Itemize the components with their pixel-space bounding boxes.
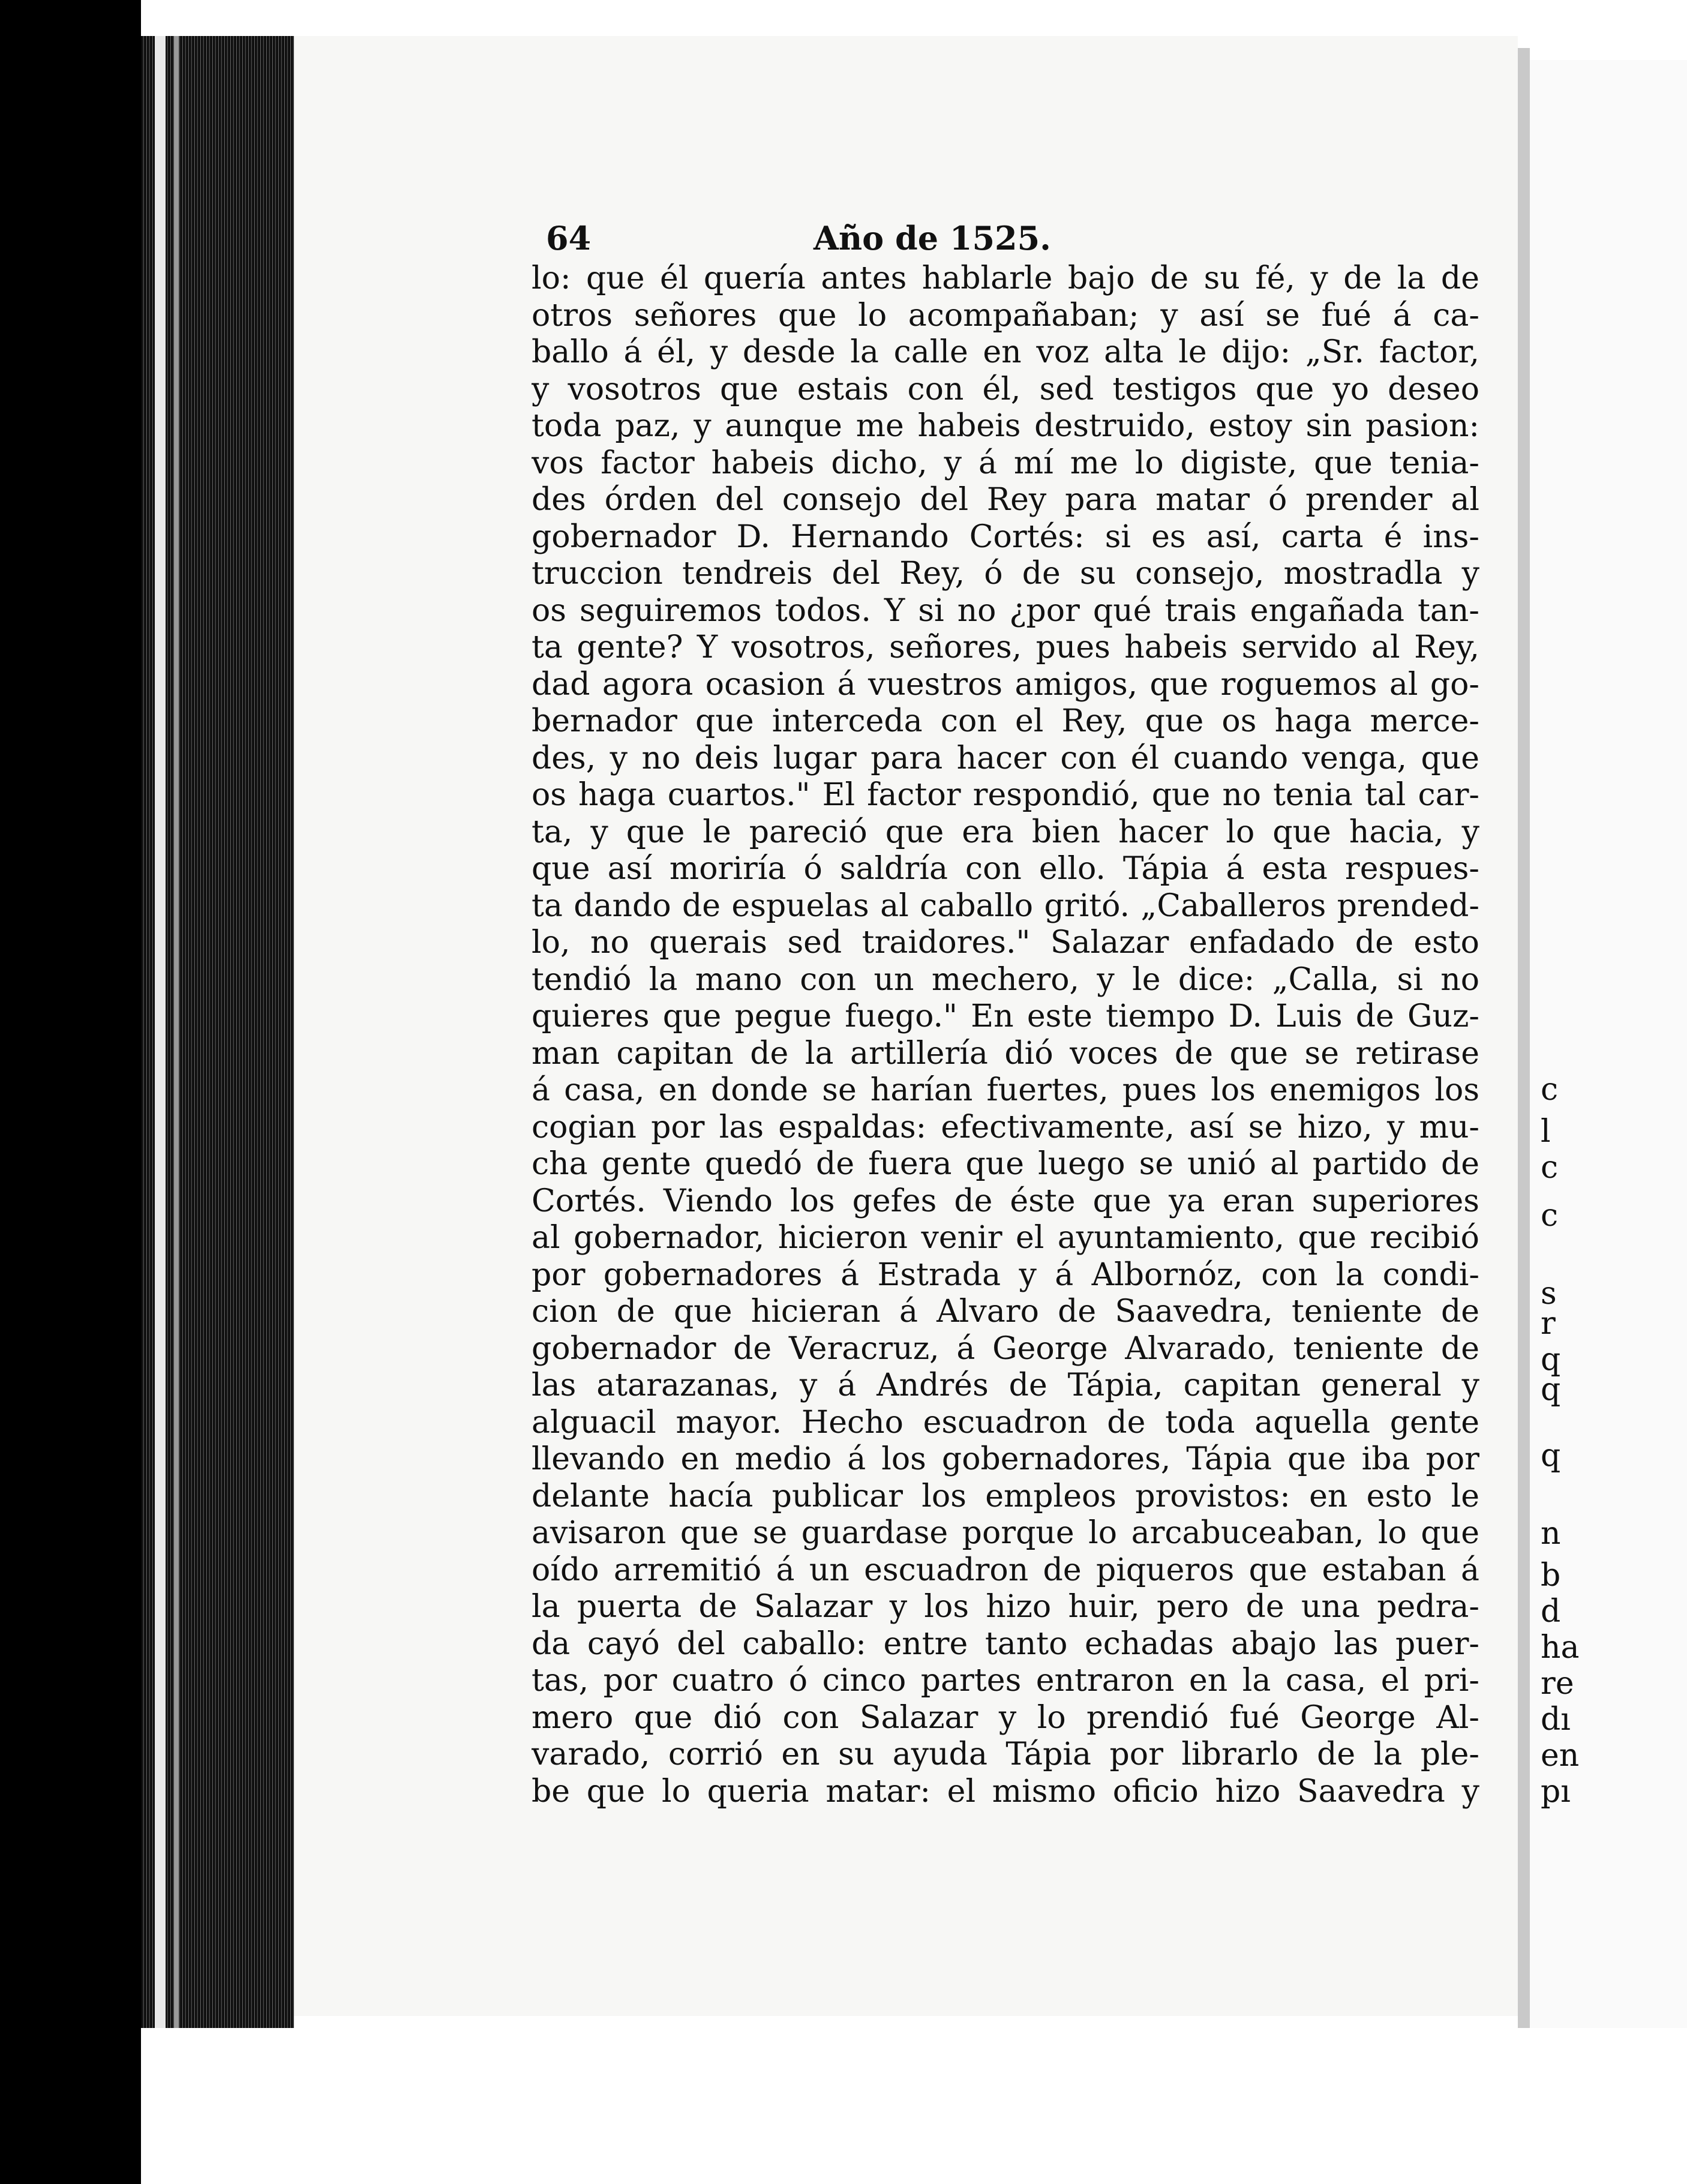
next-page-fragment: d xyxy=(1541,1594,1561,1630)
next-page-fragment: s xyxy=(1541,1276,1557,1312)
text-line: delante hacía publicar los empleos provistos: en esto le xyxy=(532,1478,1479,1514)
text-line: la puerta de Salazar y los hizo huir, pero de una pedra- xyxy=(532,1589,1479,1625)
text-line: man capitan de la artillería dió voces de que se retirase xyxy=(532,1035,1479,1072)
text-line: ballo á él, y desde la calle en voz alta le dijo: „Sr. factor, xyxy=(532,334,1479,370)
text-line: las atarazanas, y á Andrés de Tápia, capitan general y xyxy=(532,1367,1479,1403)
text-line: des órden del consejo del Rey para matar ó prender al xyxy=(532,482,1479,518)
text-line: ta gente? Y vosotros, señores, pues habeis servido al Rey, xyxy=(532,629,1479,665)
text-line: os seguiremos todos. Y si no ¿por qué trais engañada tan- xyxy=(532,592,1479,629)
next-page-fragment: en xyxy=(1541,1738,1580,1774)
text-line: ta, y que le pareció que era bien hacer lo que hacia, y xyxy=(532,814,1479,850)
next-page-edge xyxy=(1530,60,1687,2028)
next-page-fragment: q xyxy=(1541,1372,1561,1408)
text-line: lo: que él quería antes hablarle bajo de su fé, y de la de xyxy=(532,260,1479,296)
next-page-fragment: q xyxy=(1541,1438,1561,1474)
text-line: tendió la mano con un mechero, y le dice: „Calla, si no xyxy=(532,961,1479,998)
next-page-fragment: n xyxy=(1541,1516,1561,1552)
next-page-fragment: q xyxy=(1541,1342,1561,1378)
text-line: á casa, en donde se harían fuertes, pues los enemigos los xyxy=(532,1072,1479,1108)
text-line: avisaron que se guardase porque lo arcabuceaban, lo que xyxy=(532,1515,1479,1551)
next-page-fragment: dı xyxy=(1541,1702,1571,1738)
text-line: que así moriría ó saldría con ello. Tápia á esta respues- xyxy=(532,851,1479,887)
text-line: toda paz, y aunque me habeis destruido, estoy sin pasion: xyxy=(532,408,1479,444)
text-line: gobernador de Veracruz, á George Alvarado, teniente de xyxy=(532,1330,1479,1367)
text-line: cha gente quedó de fuera que luego se unió al partido de xyxy=(532,1146,1479,1182)
text-line: alguacil mayor. Hecho escuadron de toda aquella gente xyxy=(532,1404,1479,1441)
spine-highlight xyxy=(155,36,166,2028)
text-line: llevando en medio á los gobernadores, Tápia que iba por xyxy=(532,1441,1479,1477)
text-line: Cortés. Viendo los gefes de éste que ya eran superiores xyxy=(532,1183,1479,1219)
text-line: bernador que interceda con el Rey, que os haga merce- xyxy=(532,703,1479,739)
text-line: otros señores que lo acompañaban; y así se fué á ca- xyxy=(532,297,1479,334)
running-head: Año de 1525. xyxy=(814,219,1051,257)
scan-border xyxy=(0,0,141,2184)
text-line: da cayó del caballo: entre tanto echadas abajo las puer- xyxy=(532,1625,1479,1662)
text-line: des, y no deis lugar para hacer con él cuando venga, que xyxy=(532,740,1479,776)
scan-bottom-margin xyxy=(141,2028,1687,2184)
text-line: quieres que pegue fuego." En este tiempo D. Luis de Guz- xyxy=(532,998,1479,1034)
next-page-fragment: pı xyxy=(1541,1774,1571,1810)
text-line: lo, no querais sed traidores." Salazar enfadado de esto xyxy=(532,925,1479,961)
text-line: por gobernadores á Estrada y á Albornóz, con la condi- xyxy=(532,1256,1479,1293)
text-line: ta dando de espuelas al caballo gritó. „Caballeros prended- xyxy=(532,887,1479,924)
page-number: 64 xyxy=(546,219,592,257)
text-line: mero que dió con Salazar y lo prendió fué George Al- xyxy=(532,1699,1479,1736)
next-page-fragment: b xyxy=(1541,1558,1561,1594)
text-line: tas, por cuatro ó cinco partes entraron en la casa, el pri- xyxy=(532,1663,1479,1699)
text-line: truccion tendreis del Rey, ó de su consejo, mostradla y xyxy=(532,556,1479,592)
next-page-fragment: ha xyxy=(1541,1630,1580,1666)
next-page-fragment: c xyxy=(1541,1150,1559,1186)
text-line: al gobernador, hicieron venir el ayuntamiento, que recibió xyxy=(532,1220,1479,1256)
text-line: os haga cuartos." El factor respondió, que no tenia tal car- xyxy=(532,777,1479,813)
text-line: varado, corrió en su ayuda Tápia por librarlo de la ple- xyxy=(532,1736,1479,1772)
page-gutter xyxy=(1518,48,1530,2028)
text-line: cion de que hicieran á Alvaro de Saavedra, teniente de xyxy=(532,1294,1479,1330)
spine-shadow xyxy=(174,36,179,2028)
text-line: y vosotros que estais con él, sed testigos que yo deseo xyxy=(532,371,1479,407)
next-page-fragment: l xyxy=(1541,1114,1551,1150)
text-line: vos factor habeis dicho, y á mí me lo digiste, que tenia- xyxy=(532,445,1479,481)
next-page-fragment: c xyxy=(1541,1072,1559,1108)
text-line: oído arremitió á un escuadron de piqueros que estaban á xyxy=(532,1552,1479,1588)
next-page-fragment: r xyxy=(1541,1306,1556,1342)
text-line: gobernador D. Hernando Cortés: si es así, carta é ins- xyxy=(532,518,1479,555)
text-line: dad agora ocasion á vuestros amigos, que roguemos al go- xyxy=(532,666,1479,703)
next-page-fragment: re xyxy=(1541,1666,1574,1702)
body-text xyxy=(532,260,1479,1810)
text-line: cogian por las espaldas: efectivamente, así se hizo, y mu- xyxy=(532,1109,1479,1145)
text-line: be que lo queria matar: el mismo oficio hizo Saavedra y xyxy=(532,1773,1479,1810)
next-page-fragment: c xyxy=(1541,1198,1559,1234)
